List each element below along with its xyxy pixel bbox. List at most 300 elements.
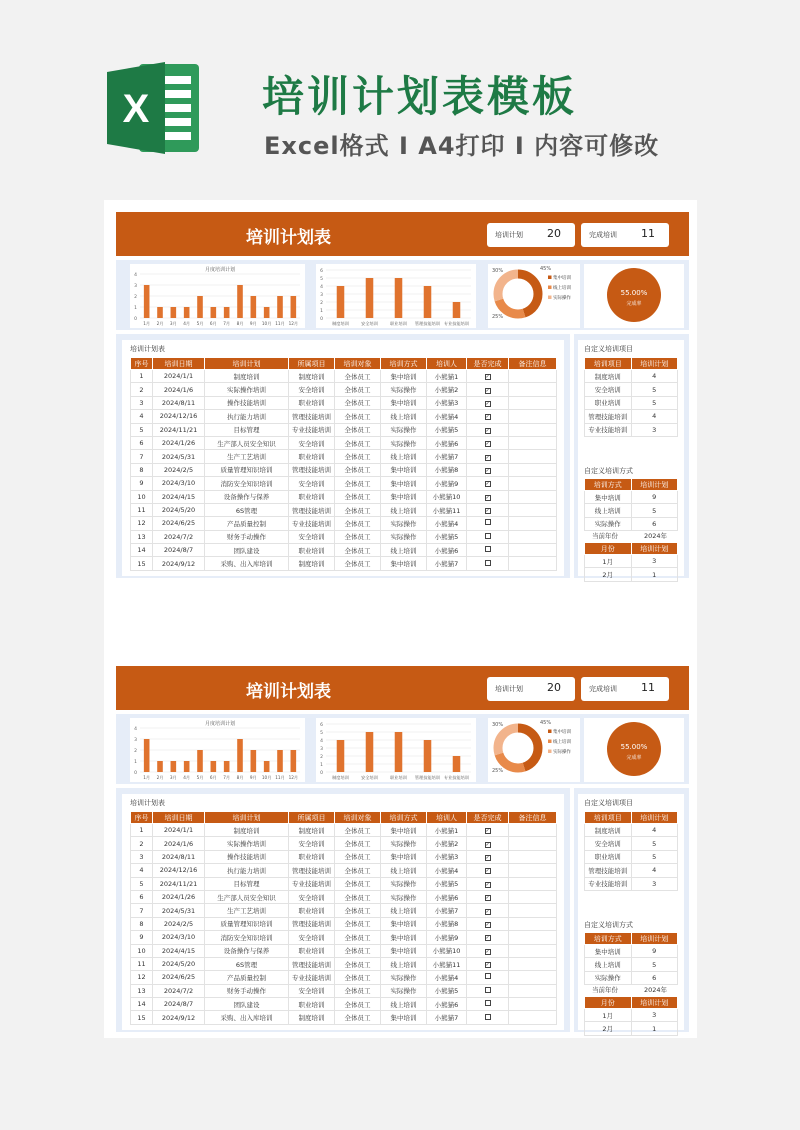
table-row	[131, 503, 557, 516]
table-cell	[509, 544, 557, 557]
table-cell: 2月	[585, 568, 632, 581]
table-cell	[509, 383, 557, 396]
table-cell: 集中培训	[381, 1011, 427, 1024]
excel-logo-letter: X	[122, 87, 150, 131]
table-cell: 5	[631, 837, 678, 850]
table-cell	[509, 864, 557, 877]
table-cell: 全体员工	[335, 477, 381, 490]
table-cell: 小熊猫4	[427, 410, 467, 423]
table-cell: 2024/12/16	[153, 410, 205, 423]
table-cell: 线上培训	[381, 544, 427, 557]
table-cell: 职业培训	[585, 396, 632, 409]
table-cell: 4	[631, 824, 678, 837]
table-cell: 6S管理	[205, 957, 289, 970]
slice-label: 30%	[492, 722, 504, 728]
table-cell: 质量管理知识培训	[205, 463, 289, 476]
table-cell: 消防安全知识培训	[205, 477, 289, 490]
table-cell: 全体员工	[335, 917, 381, 930]
checkbox-empty-icon[interactable]	[485, 519, 491, 525]
table-cell: 专业技能培训	[585, 877, 632, 890]
table-cell: 小熊猫3	[427, 850, 467, 863]
table-row	[131, 530, 557, 543]
table-cell	[509, 998, 557, 1011]
table-cell: 实际操作	[381, 436, 427, 449]
table-cell	[509, 971, 557, 984]
column-header: 所属项目	[289, 812, 335, 824]
project-summary-table	[584, 357, 678, 437]
y-tick-label: 2	[134, 295, 137, 300]
legend-label: 线上培训	[553, 286, 571, 291]
table-cell: 5	[131, 877, 153, 890]
column-header: 培训计划	[631, 997, 678, 1009]
x-tick-label: 制度培训	[332, 321, 349, 326]
table-cell: 2024/4/15	[153, 490, 205, 503]
column-header: 培训计划	[631, 812, 678, 824]
column-header: 培训对象	[335, 812, 381, 824]
checkbox-checked-icon[interactable]: ✓	[485, 427, 490, 434]
table-row	[585, 491, 678, 504]
table-cell: 全体员工	[335, 1011, 381, 1024]
title-bar	[116, 666, 689, 710]
bar	[157, 761, 163, 772]
table-row	[131, 544, 557, 557]
y-tick-label: 1	[320, 309, 323, 314]
table-cell: 安全培训	[289, 477, 335, 490]
checkbox-checked-icon[interactable]: ✓	[485, 374, 490, 381]
y-tick-label: 4	[320, 739, 323, 744]
table-cell: 小熊猫10	[427, 490, 467, 503]
table-row	[585, 423, 678, 436]
table-row	[585, 504, 678, 517]
table-cell: 生产部人员安全知识	[205, 436, 289, 449]
table-cell: 2024/8/7	[153, 544, 205, 557]
legend-swatch	[548, 276, 552, 280]
kpi-label: 完成培训	[589, 231, 617, 239]
table-row	[131, 957, 557, 970]
column-header: 备注信息	[509, 358, 557, 370]
x-tick-label: 6月	[209, 321, 217, 326]
table-row	[131, 423, 557, 436]
table-cell: 职业培训	[289, 904, 335, 917]
kpi-planned	[487, 223, 575, 247]
checkbox-checked-icon[interactable]: ✓	[485, 400, 490, 407]
checkbox-checked-icon[interactable]: ✓	[485, 481, 490, 488]
table-row	[585, 370, 678, 383]
checkbox-checked-icon[interactable]: ✓	[485, 387, 490, 394]
table-cell	[467, 477, 509, 490]
table-cell	[509, 1011, 557, 1024]
table-cell: 实际操作	[381, 877, 427, 890]
table-cell: 线上培训	[585, 958, 632, 971]
table-cell: 2024/1/26	[153, 890, 205, 903]
table-cell	[467, 998, 509, 1011]
column-header: 月份	[585, 997, 632, 1009]
table-cell: 制度培训	[289, 1011, 335, 1024]
table-row	[131, 864, 557, 877]
side1-title: 自定义培训项目	[584, 799, 633, 807]
table-cell: 安全培训	[289, 837, 335, 850]
y-tick-label: 1	[134, 760, 137, 765]
table-cell: 采购、出入库培训	[205, 1011, 289, 1024]
bar	[157, 307, 163, 318]
table-cell: 1月	[585, 1009, 632, 1022]
table-cell: 集中培训	[381, 931, 427, 944]
table-cell: 小熊猫7	[427, 1011, 467, 1024]
table-cell: 执行能力培训	[205, 410, 289, 423]
table-cell: 小熊猫8	[427, 917, 467, 930]
table-cell	[509, 450, 557, 463]
checkbox-checked-icon[interactable]: ✓	[485, 508, 490, 515]
table-cell: 2024/11/21	[153, 877, 205, 890]
table-cell: 6	[631, 971, 678, 984]
table-cell: 产品质量控制	[205, 971, 289, 984]
table-cell: 小熊猫6	[427, 436, 467, 449]
table-cell: 全体员工	[335, 544, 381, 557]
x-tick-label: 11月	[275, 775, 285, 780]
table-cell: 3	[631, 423, 678, 436]
checkbox-empty-icon[interactable]	[485, 1014, 491, 1020]
table-cell: 设备操作与保养	[205, 490, 289, 503]
table-cell	[467, 370, 509, 383]
project-bar-chart	[316, 718, 476, 782]
table-cell: 集中培训	[381, 850, 427, 863]
table-cell: 2024/6/25	[153, 517, 205, 530]
table-cell: 小熊猫4	[427, 517, 467, 530]
table-cell: 4	[631, 864, 678, 877]
legend-label: 线上培训	[553, 740, 571, 745]
checkbox-checked-icon[interactable]: ✓	[485, 962, 490, 969]
checkbox-empty-icon[interactable]	[485, 1000, 491, 1006]
table-cell: 集中培训	[381, 824, 427, 837]
table-cell: 2024/7/2	[153, 530, 205, 543]
table-row	[585, 850, 678, 863]
title-bar	[116, 212, 689, 256]
y-tick-label: 5	[320, 277, 323, 282]
table-cell: 11	[131, 503, 153, 516]
checkbox-checked-icon[interactable]: ✓	[485, 828, 490, 835]
legend-label: 实际操作	[553, 296, 571, 301]
column-header: 所属项目	[289, 358, 335, 370]
x-tick-label: 10月	[261, 321, 272, 326]
bar	[197, 296, 203, 318]
x-tick-label: 6月	[209, 775, 217, 780]
x-tick-label: 管理技能培训	[414, 775, 441, 780]
table-cell: 线上培训	[585, 504, 632, 517]
table-row	[585, 396, 678, 409]
table-cell: 消防安全知识培训	[205, 931, 289, 944]
table-cell	[467, 383, 509, 396]
x-tick-label: 管理技能培训	[414, 321, 441, 326]
table-cell: 财务手动操作	[205, 530, 289, 543]
table-cell: 2024/2/5	[153, 463, 205, 476]
bar	[337, 286, 345, 318]
table-row	[131, 850, 557, 863]
table-cell: 6S管理	[205, 503, 289, 516]
table-cell: 5	[631, 504, 678, 517]
table-cell: 全体员工	[335, 877, 381, 890]
table-cell: 2024/2/5	[153, 917, 205, 930]
table-cell: 2	[131, 837, 153, 850]
table-cell: 小熊猫5	[427, 423, 467, 436]
table-cell	[467, 436, 509, 449]
y-tick-label: 3	[320, 293, 323, 298]
column-header: 培训计划	[631, 358, 678, 370]
x-tick-label: 10月	[261, 775, 272, 780]
table-cell: 全体员工	[335, 530, 381, 543]
table-cell: 管理技能培训	[289, 463, 335, 476]
table-cell	[467, 904, 509, 917]
table-row	[131, 1011, 557, 1024]
table-row	[131, 824, 557, 837]
bar	[291, 296, 297, 318]
table-cell: 2024/3/10	[153, 931, 205, 944]
year-row	[584, 983, 678, 995]
table-cell: 2024/4/15	[153, 944, 205, 957]
table-cell: 4	[631, 370, 678, 383]
slice-label: 45%	[540, 720, 552, 726]
table-cell: 目标管理	[205, 877, 289, 890]
table-cell: 管理技能培训	[289, 864, 335, 877]
table-cell: 实际操作	[381, 971, 427, 984]
table-cell: 全体员工	[335, 517, 381, 530]
table-row	[585, 1009, 678, 1022]
bar	[277, 750, 283, 772]
table-cell: 全体员工	[335, 490, 381, 503]
table-cell: 9	[131, 477, 153, 490]
table-cell	[467, 503, 509, 516]
table-cell: 8	[131, 463, 153, 476]
column-header: 培训计划	[631, 933, 678, 945]
checkbox-empty-icon[interactable]	[485, 987, 491, 993]
table-cell: 12	[131, 517, 153, 530]
checkbox-checked-icon[interactable]: ✓	[485, 868, 490, 875]
checkbox-checked-icon[interactable]: ✓	[485, 854, 490, 861]
table-cell: 1	[131, 370, 153, 383]
table-cell: 10	[131, 944, 153, 957]
table-cell: 团队建设	[205, 998, 289, 1011]
table-cell	[509, 477, 557, 490]
bar	[424, 286, 432, 318]
table-cell: 2024/1/6	[153, 837, 205, 850]
checkbox-checked-icon[interactable]: ✓	[485, 467, 490, 474]
checkbox-checked-icon[interactable]: ✓	[485, 414, 490, 421]
x-tick-label: 12月	[288, 775, 299, 780]
table-cell: 全体员工	[335, 944, 381, 957]
table-cell: 2024/1/6	[153, 383, 205, 396]
table-cell: 实际操作	[381, 837, 427, 850]
table-row	[585, 877, 678, 890]
table-cell: 9	[131, 931, 153, 944]
checkbox-checked-icon[interactable]: ✓	[485, 454, 490, 461]
checkbox-empty-icon[interactable]	[485, 533, 491, 539]
project-summary-table	[584, 811, 678, 891]
table-cell: 1	[131, 824, 153, 837]
kpi-planned	[487, 677, 575, 701]
table-cell: 13	[131, 984, 153, 997]
sheet-title: 培训计划表	[246, 228, 331, 248]
table-cell: 实际操作	[381, 517, 427, 530]
table-cell: 小熊猫5	[427, 984, 467, 997]
table-cell: 5	[631, 396, 678, 409]
table-cell: 职业培训	[289, 490, 335, 503]
checkbox-checked-icon[interactable]: ✓	[485, 908, 490, 915]
y-tick-label: 4	[134, 727, 137, 732]
bar	[251, 750, 257, 772]
table-cell: 15	[131, 1011, 153, 1024]
checkbox-checked-icon[interactable]: ✓	[485, 441, 490, 448]
legend-swatch	[548, 750, 552, 754]
checkbox-checked-icon[interactable]: ✓	[485, 895, 490, 902]
checkbox-checked-icon[interactable]: ✓	[485, 935, 490, 942]
side2-title: 自定义培训方式	[584, 921, 633, 929]
table-cell	[467, 423, 509, 436]
table-row	[585, 410, 678, 423]
table-row	[585, 837, 678, 850]
table-cell: 财务手动操作	[205, 984, 289, 997]
column-header: 培训项目	[585, 358, 632, 370]
table-title: 培训计划表	[130, 799, 165, 807]
table-cell: 2024/5/31	[153, 450, 205, 463]
table-cell: 安全培训	[585, 383, 632, 396]
column-header: 序号	[131, 358, 153, 370]
table-row	[131, 917, 557, 930]
x-tick-label: 7月	[223, 775, 231, 780]
table-cell: 集中培训	[381, 463, 427, 476]
kpi-value: 20	[547, 227, 561, 240]
checkbox-checked-icon[interactable]: ✓	[485, 841, 490, 848]
bar	[211, 307, 217, 318]
table-cell: 管理技能培训	[289, 410, 335, 423]
table-cell	[467, 917, 509, 930]
column-header: 是否完成	[467, 812, 509, 824]
checkbox-checked-icon[interactable]: ✓	[485, 948, 490, 955]
table-cell: 制度培训	[289, 557, 335, 570]
checkbox-empty-icon[interactable]	[485, 560, 491, 566]
column-header: 月份	[585, 543, 632, 555]
table-cell	[509, 824, 557, 837]
column-header: 备注信息	[509, 812, 557, 824]
y-tick-label: 6	[320, 723, 323, 728]
table-cell	[467, 544, 509, 557]
table-cell	[509, 396, 557, 409]
table-cell: 5	[631, 958, 678, 971]
table-cell: 职业培训	[289, 450, 335, 463]
table-cell: 职业培训	[289, 944, 335, 957]
x-tick-label: 11月	[275, 321, 285, 326]
table-row	[131, 383, 557, 396]
table-cell: 全体员工	[335, 998, 381, 1011]
x-tick-label: 7月	[223, 321, 231, 326]
column-header: 培训计划	[631, 543, 678, 555]
checkbox-empty-icon[interactable]	[485, 973, 491, 979]
table-cell: 安全培训	[289, 890, 335, 903]
table-cell: 生产工艺培训	[205, 904, 289, 917]
table-cell: 全体员工	[335, 850, 381, 863]
table-cell	[509, 917, 557, 930]
table-cell: 安全培训	[289, 984, 335, 997]
table-cell: 全体员工	[335, 837, 381, 850]
table-cell: 9	[631, 945, 678, 958]
table-cell	[467, 490, 509, 503]
hero-title: 培训计划表模板	[262, 72, 578, 121]
table-cell: 5	[631, 383, 678, 396]
monthly-bar-chart	[130, 264, 305, 328]
table-cell: 专业技能培训	[289, 877, 335, 890]
x-tick-label: 3月	[169, 321, 177, 326]
table-cell: 职业培训	[585, 850, 632, 863]
x-tick-label: 2月	[156, 775, 164, 780]
table-cell: 3	[631, 877, 678, 890]
table-cell: 生产工艺培训	[205, 450, 289, 463]
table-cell: 3	[631, 1009, 678, 1022]
checkbox-checked-icon[interactable]: ✓	[485, 494, 490, 501]
table-cell: 2024/6/25	[153, 971, 205, 984]
table-row	[131, 971, 557, 984]
x-tick-label: 2月	[156, 321, 164, 326]
table-cell: 集中培训	[381, 917, 427, 930]
table-cell: 目标管理	[205, 423, 289, 436]
table-cell: 全体员工	[335, 396, 381, 409]
table-cell: 管理技能培训	[585, 410, 632, 423]
table-cell: 安全培训	[289, 383, 335, 396]
table-cell: 4	[131, 410, 153, 423]
table-cell: 实际操作	[381, 984, 427, 997]
column-header: 培训方式	[585, 479, 632, 491]
bar	[224, 307, 230, 318]
bar	[224, 761, 230, 772]
table-cell: 3	[131, 850, 153, 863]
table-cell: 15	[131, 557, 153, 570]
table-cell: 小熊猫8	[427, 463, 467, 476]
table-cell	[509, 410, 557, 423]
column-header: 序号	[131, 812, 153, 824]
table-cell: 小熊猫1	[427, 370, 467, 383]
table-cell: 全体员工	[335, 864, 381, 877]
table-row	[131, 436, 557, 449]
table-row	[131, 557, 557, 570]
table-cell: 2024/5/31	[153, 904, 205, 917]
table-cell: 实际操作培训	[205, 383, 289, 396]
table-cell: 小熊猫11	[427, 957, 467, 970]
table-cell	[467, 463, 509, 476]
chart-title: 月度培训计划	[204, 721, 236, 727]
bar	[424, 740, 432, 772]
y-tick-label: 3	[134, 738, 137, 743]
bar	[453, 302, 461, 318]
table-cell: 制度培训	[289, 824, 335, 837]
table-cell: 线上培训	[381, 410, 427, 423]
checkbox-empty-icon[interactable]	[485, 546, 491, 552]
table-cell	[509, 557, 557, 570]
table-cell: 实际操作	[381, 530, 427, 543]
table-cell: 职业培训	[289, 998, 335, 1011]
checkbox-checked-icon[interactable]: ✓	[485, 881, 490, 888]
table-cell	[467, 971, 509, 984]
table-cell: 小熊猫7	[427, 450, 467, 463]
table-cell: 小熊猫5	[427, 877, 467, 890]
month-summary-table	[584, 996, 678, 1036]
table-cell: 小熊猫10	[427, 944, 467, 957]
table-cell	[467, 877, 509, 890]
table-cell: 全体员工	[335, 436, 381, 449]
x-tick-label: 9月	[249, 321, 257, 326]
table-row	[585, 864, 678, 877]
column-header: 培训计划	[205, 812, 289, 824]
bar	[171, 761, 177, 772]
checkbox-checked-icon[interactable]: ✓	[485, 921, 490, 928]
table-cell: 实际操作培训	[205, 837, 289, 850]
table-cell: 管理技能培训	[289, 957, 335, 970]
